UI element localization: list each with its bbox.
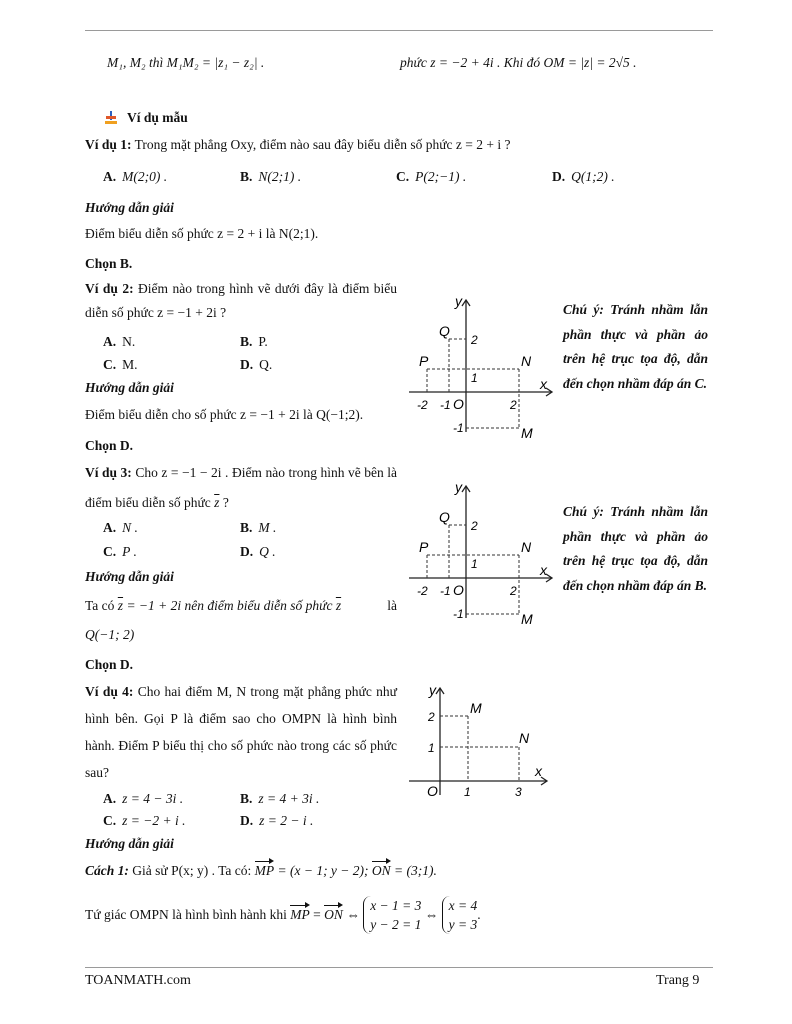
graph2-point-n: N	[521, 539, 532, 555]
graph1-y-label: y	[455, 293, 462, 309]
ex2-answer-c: C. M.	[103, 357, 138, 372]
ex3-solution-line2: Q(−1; 2)	[85, 627, 135, 642]
ex2-question: Ví dụ 2: Điểm nào trong hình vẽ dưới đây là điểm biểu diễn số phức z = −1 + 2i ?	[85, 281, 398, 320]
graph2-tick-xm2: -2	[417, 584, 428, 598]
graph3-point-m: M	[470, 700, 482, 716]
ex2-solution: Điểm biểu diễn cho số phức z = −1 + 2i là Q(−1;2).	[85, 407, 364, 422]
graph3-tick-x1: 1	[464, 785, 471, 799]
graph3-coordinate-plane	[407, 680, 557, 805]
graph3-y-label: y	[429, 682, 436, 698]
graph3-tick-y1: 1	[428, 741, 435, 755]
bookmark-icon	[105, 111, 117, 128]
ex4-method1-condition: Tứ giác OMPN là hình bình hành khi MP = ON ⇔ x − 1 = 3 y − 2 = 1 ⇔ x = 4 y = 3.	[85, 898, 481, 932]
graph2-point-p: P	[419, 539, 429, 555]
ex1-guide: Hướng dẫn giải	[85, 200, 174, 215]
ex2-answer-b: B. P.	[240, 334, 268, 349]
graph2-origin: O	[453, 582, 464, 598]
ex1-answer-b: B. N(2;1) .	[240, 169, 302, 184]
graph1-coordinate-plane	[407, 292, 557, 442]
ex3-answer-a: A. N .	[103, 520, 138, 535]
graph1-x-label: x	[540, 376, 547, 392]
ex4-guide: Hướng dẫn giải	[85, 836, 174, 851]
ex4-system-1: x − 1 = 3 y − 2 = 1	[363, 896, 421, 934]
graph3-tick-x3: 3	[515, 785, 522, 799]
graph1-point-q: Q	[439, 323, 450, 339]
ex2-note: Chú ý: Tránh nhầm lẫn phần thực và phần ảo trên hệ trục tọa độ, dẫn đến chọn nhầm đáp án C.	[563, 302, 708, 391]
ex4-method1: Cách 1: Giả sử P(x; y) . Ta có: MP = (x − 1; y − 2); ON = (3;1).	[85, 863, 437, 878]
graph2-tick-y2: 2	[471, 519, 478, 533]
graph3-origin: O	[427, 783, 438, 799]
ex4-question: Ví dụ 4: Cho hai điểm M, N trong mặt phẳng phức như hình bên. Gọi P là điểm sao cho OMPN là hình bình hành. Điểm P biểu thị cho số phức nào trong các số phức sau?	[85, 684, 397, 780]
ex1-answer-a: A. M(2;0) .	[103, 169, 168, 184]
ex4-answer-a: A. z = 4 − 3i .	[103, 791, 184, 806]
graph1-tick-xm1: -1	[440, 398, 451, 412]
ex4-system-2: x = 4 y = 3	[442, 896, 478, 934]
graph3-point-n: N	[519, 730, 530, 746]
ex3-guide: Hướng dẫn giải	[85, 569, 174, 584]
ex4-answer-d: D. z = 2 − i .	[240, 813, 314, 828]
footer-rule	[85, 967, 713, 968]
graph1-point-n: N	[521, 353, 532, 369]
ex3-solution-line1: Ta có $\overline{z} = -1 + 2i$ nên điểm biểu diễn số phức $\overline{z}$ là	[85, 598, 397, 613]
ex3-note: Chú ý: Tránh nhầm lẫn phần thực và phần ảo trên hệ trục tọa độ, dẫn đến chọn nhầm đáp án B.	[563, 504, 708, 593]
ex1-choose: Chọn B.	[85, 256, 133, 271]
footer-page: Trang 9	[656, 973, 700, 988]
graph2-x-label: x	[540, 562, 547, 578]
section-heading: Ví dụ mẫu	[105, 110, 188, 128]
graph2-tick-y1: 1	[471, 557, 478, 571]
ex2-answer-d: D. Q.	[240, 357, 273, 372]
ex2-answer-a: A. N.	[103, 334, 136, 349]
ex3-answer-b: B. M .	[240, 520, 277, 535]
ex3-question: Ví dụ 3: Cho z = −1 − 2i . Điểm nào trong hình vẽ bên là điểm biểu diễn số phức $\overline{z}$ ?	[85, 465, 398, 510]
graph1-tick-xm2: -2	[417, 398, 428, 412]
graph2-point-q: Q	[439, 509, 450, 525]
top-left-formula: M₁, M₂ thì M₁M₂ = |z₁ − z₂| .	[107, 55, 265, 70]
graph1-point-p: P	[419, 353, 429, 369]
graph1-tick-y2: 2	[471, 333, 478, 347]
ex1-solution: Điểm biểu diễn số phức z = 2 + i là N(2;1).	[85, 226, 319, 241]
ex4-answer-c: C. z = −2 + i .	[103, 813, 186, 828]
graph2-tick-ym1: -1	[453, 607, 464, 621]
ex1-answer-d: D. Q(1;2) .	[552, 169, 615, 184]
top-right-formula: phức z = −2 + 4i . Khi đó OM = |z| = 2√5 .	[400, 55, 637, 70]
graph2-tick-xm1: -1	[440, 584, 451, 598]
ex3-answer-d: D. Q .	[240, 544, 276, 559]
ex3-choose: Chọn D.	[85, 657, 134, 672]
graph1-point-m: M	[521, 425, 533, 441]
header-rule	[85, 30, 713, 31]
graph2-y-label: y	[455, 479, 462, 495]
graph1-origin: O	[453, 396, 464, 412]
graph3-tick-y2: 2	[428, 710, 435, 724]
ex2-choose: Chọn D.	[85, 438, 134, 453]
ex1-question: Ví dụ 1: Trong mặt phẳng Oxy, điểm nào sau đây biểu diễn số phức z = 2 + i ?	[85, 137, 511, 152]
footer-site: TOANMATH.com	[85, 973, 191, 988]
ex1-answer-c: C. P(2;−1) .	[396, 169, 467, 184]
graph2-point-m: M	[521, 611, 533, 627]
graph1-tick-x2: 2	[510, 398, 517, 412]
ex2-guide: Hướng dẫn giải	[85, 380, 174, 395]
ex4-answer-b: B. z = 4 + 3i .	[240, 791, 320, 806]
graph1-tick-y1: 1	[471, 371, 478, 385]
graph1-tick-ym1: -1	[453, 421, 464, 435]
graph2-tick-x2: 2	[510, 584, 517, 598]
graph2-coordinate-plane	[407, 478, 557, 628]
ex3-answer-c: C. P .	[103, 544, 137, 559]
graph3-x-label: x	[535, 763, 542, 779]
